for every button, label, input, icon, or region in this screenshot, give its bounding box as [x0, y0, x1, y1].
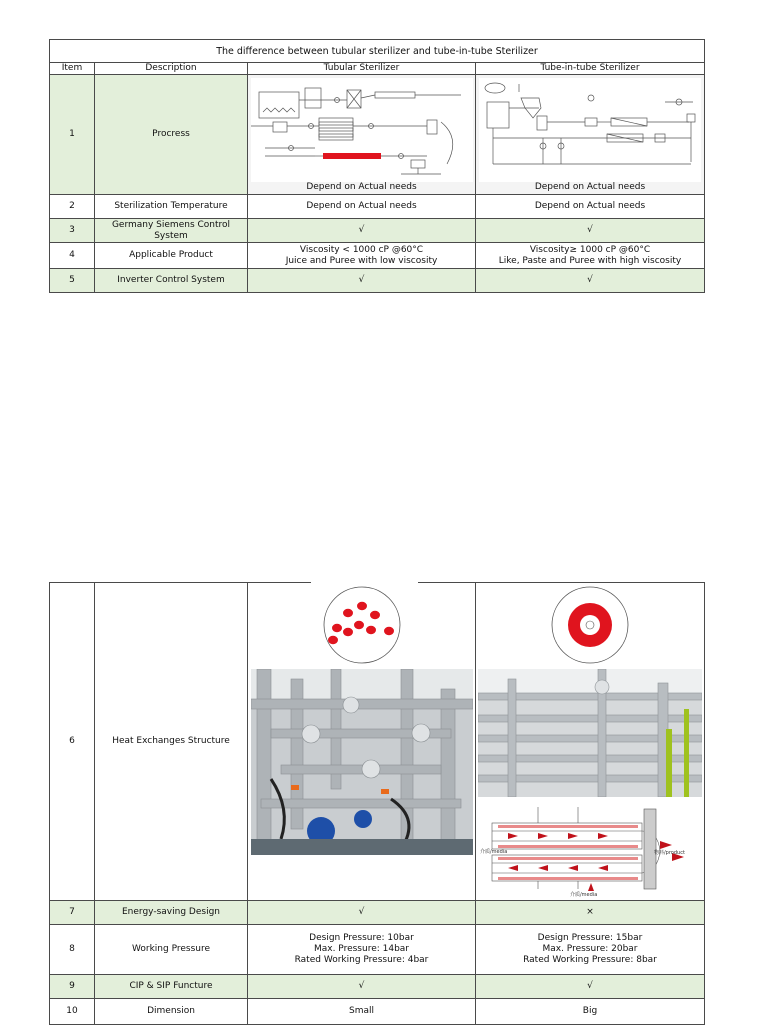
row-8-tubular-line-2: Max. Pressure: 14bar — [313, 944, 410, 954]
tube-in-tube-flow-diagram — [478, 801, 702, 897]
row-10-tube-in-tube: Big — [476, 999, 705, 1025]
row-9-tubular: √ — [248, 975, 476, 999]
media-out-label: 介质/media — [570, 892, 598, 897]
row-10-tubular: Small — [248, 999, 476, 1025]
row-4-tubular-line-1: Viscosity < 1000 cP @60°C — [299, 244, 424, 255]
media-in-label: 介质/media — [480, 849, 508, 855]
row-8-tube-line-2: Max. Pressure: 20bar — [542, 944, 638, 954]
row-7-tube-in-tube: × — [476, 901, 705, 925]
row-8-tube-line-3: Rated Working Pressure: 8bar — [523, 955, 657, 965]
row-2-tubular: Depend on Actual needs — [248, 195, 476, 219]
tube-in-tube-equipment-photo — [478, 669, 702, 797]
header-tubular: Tubular Sterilizer — [248, 63, 476, 75]
row-6-tubular — [248, 583, 476, 901]
row-1-tubular — [248, 75, 476, 195]
header-item: Item — [50, 63, 95, 75]
table-title: The difference between tubular sterilizer and tube-in-tube Sterilizer — [50, 40, 705, 63]
tubular-cross-section-icon — [312, 585, 412, 665]
row-3-tubular: √ — [248, 219, 476, 243]
row-9-description: CIP & SIP Functure — [95, 975, 248, 999]
row-6-description: Heat Exchanges Structure — [95, 583, 248, 901]
comparison-table-bottom — [49, 582, 705, 1025]
row-10-description: Dimension — [95, 999, 248, 1025]
row-6-tube-in-tube — [476, 583, 705, 901]
row-1-description: Procress — [95, 75, 248, 195]
row-5-tubular: √ — [248, 269, 476, 293]
row-3-description: Germany Siemens Control System — [95, 219, 248, 243]
row-4-tube-line-2: Like, Paste and Puree with high viscosity — [498, 255, 682, 266]
row-8-tubular-line-3: Rated Working Pressure: 4bar — [294, 955, 429, 965]
row-5-description: Inverter Control System — [95, 269, 248, 293]
tubular-process-diagram — [251, 78, 473, 182]
row-3-item: 3 — [50, 219, 95, 243]
header-gap — [311, 582, 418, 583]
row-7-description: Energy-saving Design — [95, 901, 248, 925]
row-5-item: 5 — [50, 269, 95, 293]
row-6-item: 6 — [50, 583, 95, 901]
row-8-item: 8 — [50, 925, 95, 975]
row-1-item: 1 — [50, 75, 95, 195]
tubular-equipment-photo — [251, 669, 473, 855]
row-10-item: 10 — [50, 999, 95, 1025]
row-8-tubular-line-1: Design Pressure: 10bar — [309, 933, 414, 943]
row-2-item: 2 — [50, 195, 95, 219]
row-2-description: Sterilization Temperature — [95, 195, 248, 219]
row-4-description: Applicable Product — [95, 243, 248, 269]
row-3-tube-in-tube: √ — [476, 219, 705, 243]
tube-in-tube-cross-section-icon — [540, 585, 640, 665]
row-8-tube-line-1: Design Pressure: 15bar — [537, 933, 643, 943]
header-description: Description — [95, 63, 248, 75]
row-4-tube-in-tube — [476, 243, 705, 269]
row-4-tubular-line-2: Juice and Puree with low viscosity — [285, 255, 438, 266]
header-tube-in-tube: Tube-in-tube Sterilizer — [476, 63, 705, 75]
row-7-item: 7 — [50, 901, 95, 925]
row-8-tubular — [248, 925, 476, 975]
tube-in-tube-process-diagram — [479, 78, 701, 182]
row-7-tubular: √ — [248, 901, 476, 925]
row-2-tube-in-tube: Depend on Actual needs — [476, 195, 705, 219]
row-8-description: Working Pressure — [95, 925, 248, 975]
row-5-tube-in-tube: √ — [476, 269, 705, 293]
row-4-tubular — [248, 243, 476, 269]
row-1-tube-caption: Depend on Actual needs — [534, 182, 646, 192]
row-4-tube-line-1: Viscosity≥ 1000 cP @60°C — [529, 244, 651, 255]
row-8-tube-in-tube — [476, 925, 705, 975]
row-1-tubular-caption: Depend on Actual needs — [306, 182, 417, 192]
comparison-table-top — [49, 39, 705, 293]
row-4-item: 4 — [50, 243, 95, 269]
row-1-tube-in-tube — [476, 75, 705, 195]
row-9-item: 9 — [50, 975, 95, 999]
product-label: 物料/product — [654, 850, 685, 856]
row-9-tube-in-tube: √ — [476, 975, 705, 999]
